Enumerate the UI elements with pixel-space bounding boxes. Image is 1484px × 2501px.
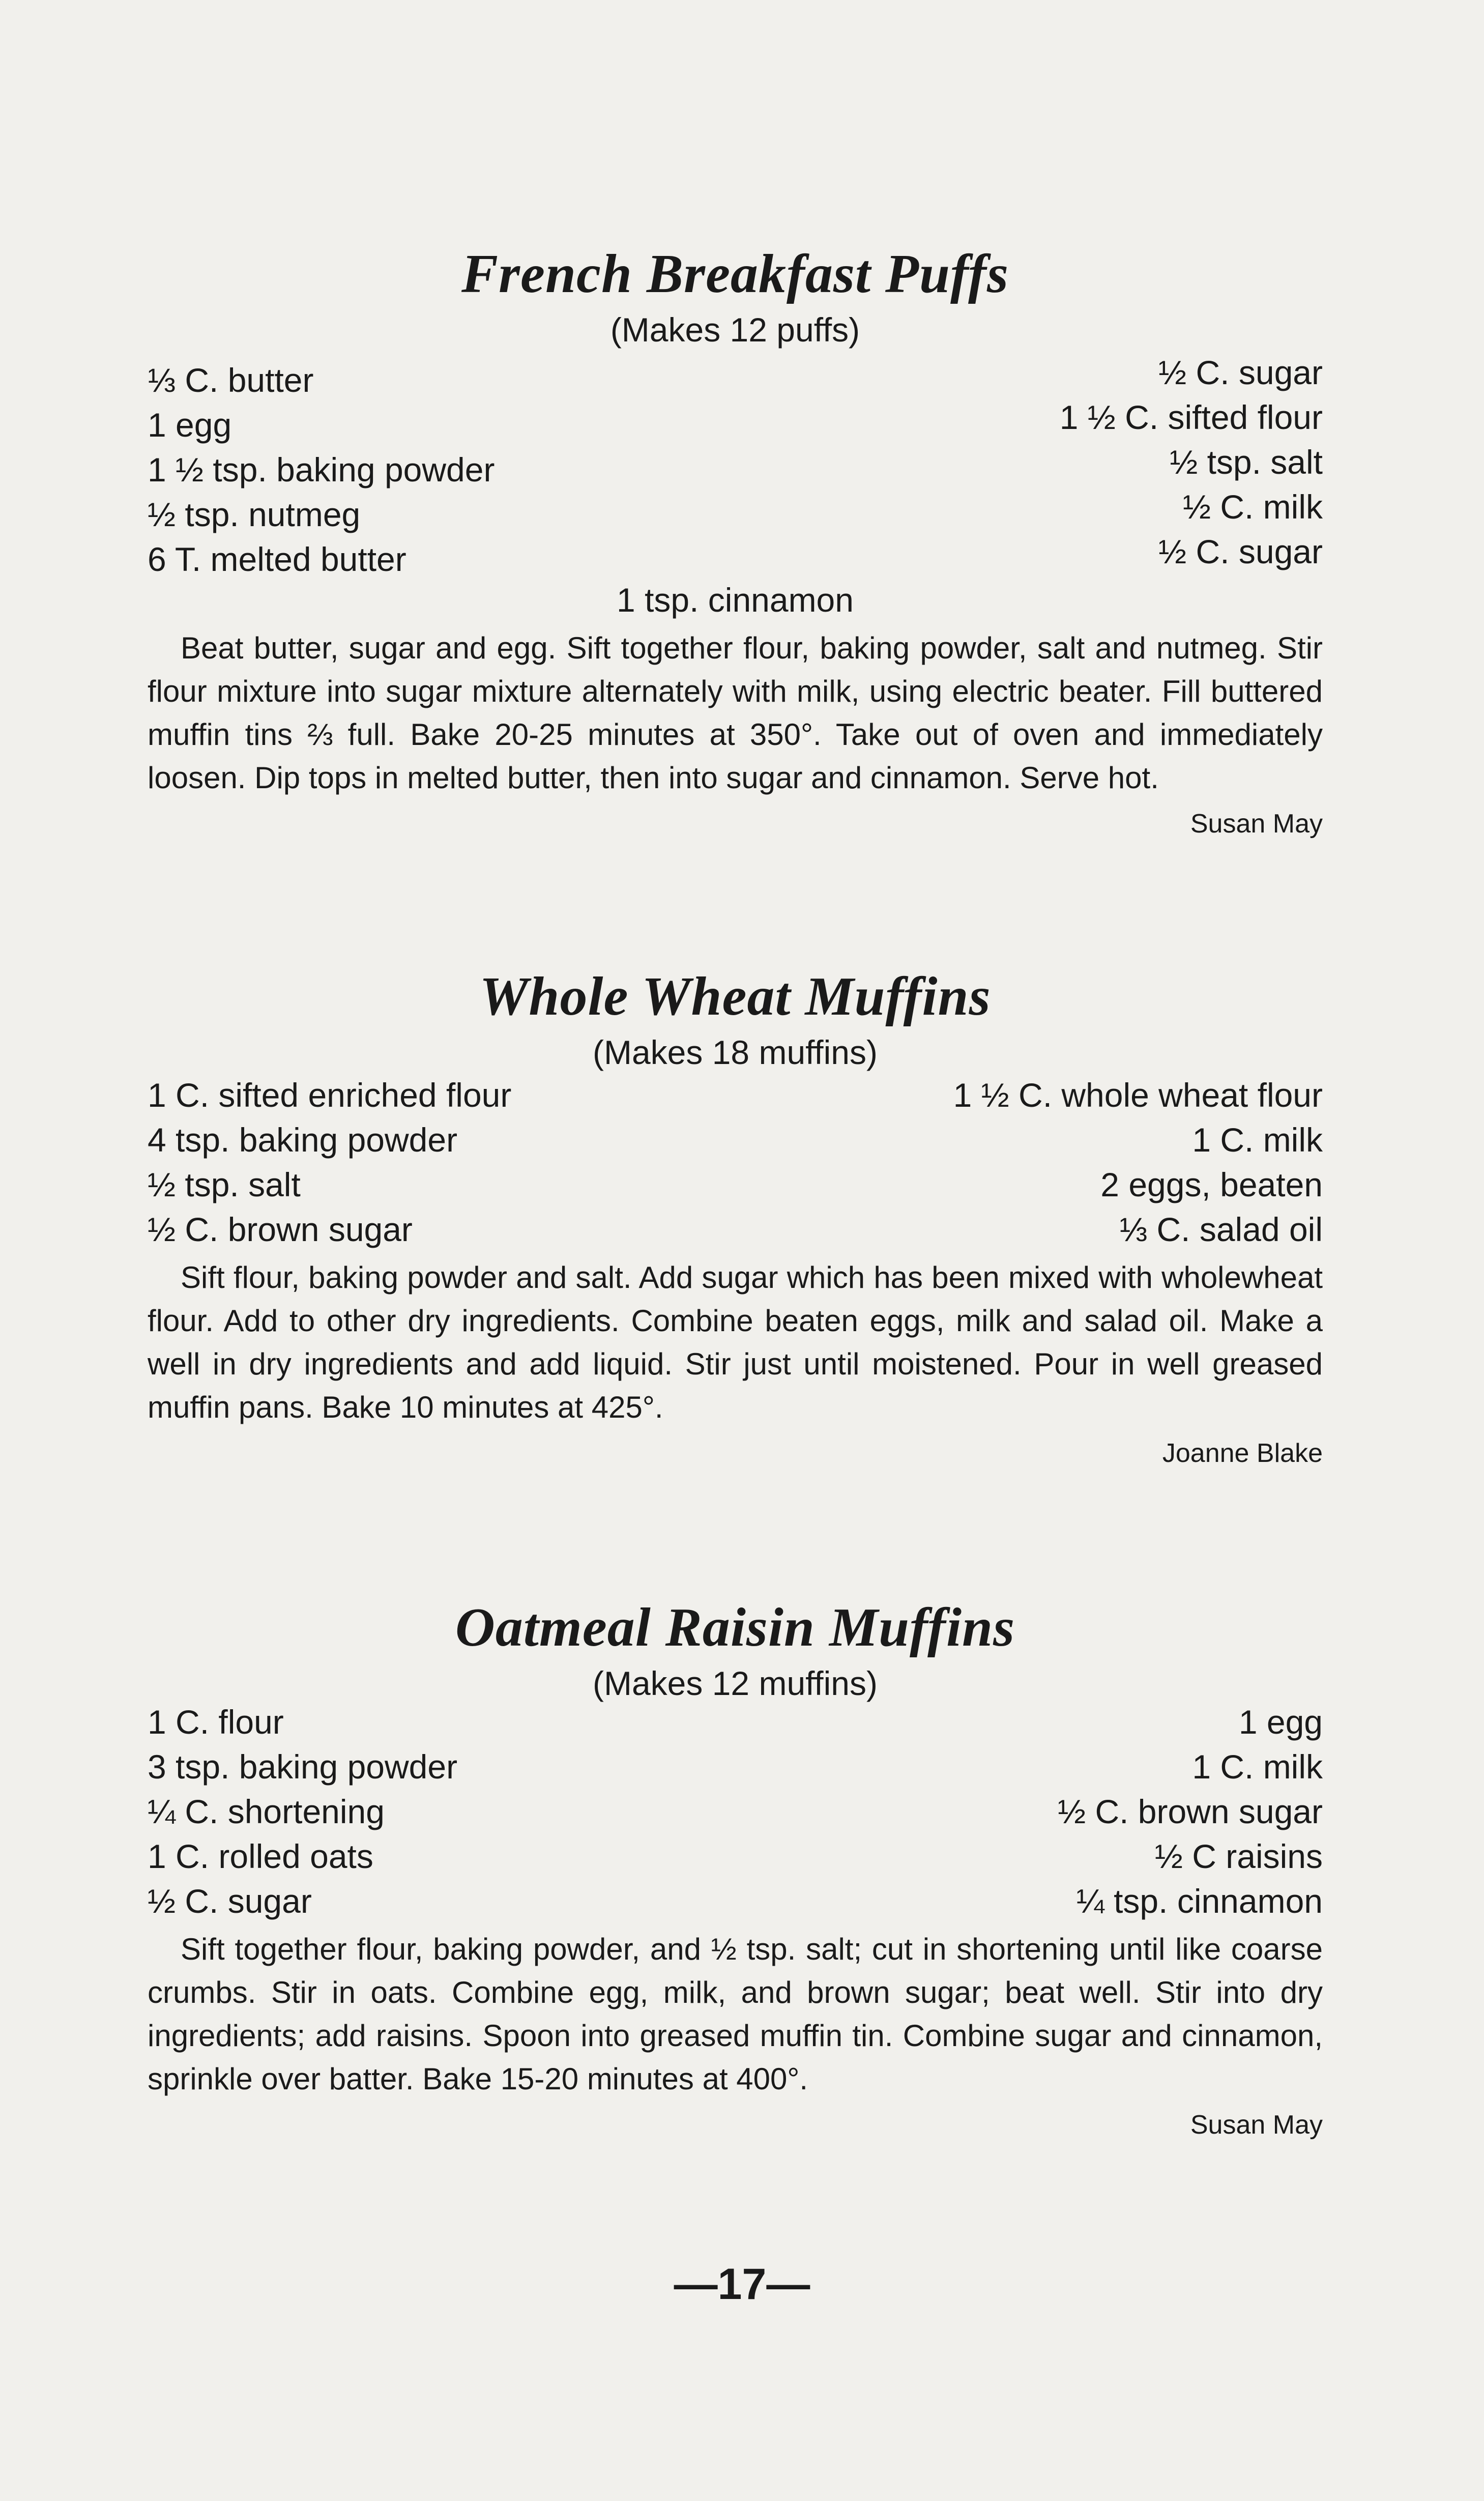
ingredient: ½ C. milk	[1182, 487, 1323, 526]
recipe-yield: (Makes 12 muffins)	[593, 1664, 878, 1702]
page-number: —17—	[674, 2260, 810, 2309]
recipe-author: Joanne Blake	[1162, 1438, 1323, 1468]
ingredients-left-column	[148, 358, 494, 582]
ingredient: 1 egg	[148, 406, 232, 444]
recipe-french-breakfast-puffs	[148, 244, 1323, 839]
recipe-method: Beat butter, sugar and egg. Sift together flour, baking powder, salt and nutmeg. Stir flour mixture into sugar mixture alternately with milk, using electric beater. Fill buttered muffin tins ⅔ full. Bake 20-25 minutes at 350°. Take out of oven and immediately loosen. Dip tops in melted butter, then into sugar and cinnamon. Serve hot.	[148, 630, 1323, 795]
recipe-author: Susan May	[1190, 809, 1323, 839]
ingredients-right-column	[1060, 350, 1323, 582]
ingredients-left-column	[148, 1073, 511, 1252]
ingredient: 1 C. flour	[148, 1703, 284, 1741]
ingredient: ½ C. brown sugar	[148, 1210, 413, 1248]
ingredient: 6 T. melted butter	[148, 540, 406, 578]
ingredient-list	[148, 350, 1323, 582]
ingredient: 1 C. milk	[1192, 1120, 1323, 1159]
recipe-yield: (Makes 12 puffs)	[610, 310, 860, 349]
ingredient-centered: 1 tsp. cinnamon	[617, 581, 854, 619]
recipe-yield: (Makes 18 muffins)	[593, 1033, 878, 1071]
ingredient: ½ tsp. nutmeg	[148, 495, 361, 533]
ingredient: 1 C. rolled oats	[148, 1837, 373, 1875]
recipe-title: French Breakfast Puffs	[461, 244, 1009, 304]
recipe-title: Oatmeal Raisin Muffins	[455, 1597, 1015, 1658]
recipe-oatmeal-raisin-muffins	[148, 1598, 1323, 2140]
ingredient: 1 ½ C. whole wheat flour	[953, 1076, 1323, 1114]
recipe-whole-wheat-muffins	[148, 967, 1323, 1469]
ingredient: ½ tsp. salt	[1170, 443, 1323, 481]
recipe-title: Whole Wheat Muffins	[479, 966, 991, 1027]
ingredient-list	[148, 1704, 1323, 1923]
ingredient: ½ C. brown sugar	[1058, 1792, 1323, 1830]
ingredient-list	[148, 1073, 1323, 1252]
ingredient: ½ C. sugar	[1158, 353, 1323, 391]
ingredients-right-column	[1058, 1700, 1323, 1923]
ingredient: 1 ½ C. sifted flour	[1059, 398, 1323, 436]
recipe-author: Susan May	[1190, 2110, 1323, 2140]
ingredient: 1 C. sifted enriched flour	[148, 1076, 512, 1114]
ingredient: 1 ½ tsp. baking powder	[148, 450, 495, 488]
ingredient: 2 eggs, beaten	[1100, 1165, 1323, 1203]
ingredients-right-column	[953, 1073, 1323, 1252]
ingredient: ⅓ C. butter	[148, 361, 314, 399]
ingredient: 4 tsp. baking powder	[148, 1120, 458, 1159]
recipe-method: Sift flour, baking powder and salt. Add sugar which has been mixed with wholewheat flour. Add to other dry ingredients. Combine beaten eggs, milk and salad oil. Make a well in dry ingredients and add liquid. Stir just until moistened. Pour in well greased muffin pans. Bake 10 minutes at 425°.	[148, 1260, 1323, 1424]
ingredient: ¼ tsp. cinnamon	[1076, 1882, 1323, 1920]
ingredient: 1 C. milk	[1192, 1747, 1323, 1786]
ingredient: ¼ C. shortening	[148, 1792, 385, 1830]
ingredient: ½ C raisins	[1154, 1837, 1323, 1875]
ingredient: ½ C. sugar	[1158, 532, 1323, 570]
ingredient: ⅓ C. salad oil	[1119, 1210, 1323, 1248]
ingredient: ½ C. sugar	[148, 1882, 312, 1920]
ingredients-left-column	[148, 1700, 457, 1923]
ingredient: 3 tsp. baking powder	[148, 1747, 458, 1786]
ingredient: ½ tsp. salt	[148, 1165, 301, 1203]
ingredient: 1 egg	[1238, 1703, 1323, 1741]
recipe-method: Sift together flour, baking powder, and ½ tsp. salt; cut in shortening until like coarse crumbs. Stir in oats. Combine egg, milk, and brown sugar; beat well. Stir into dry ingredients; add raisins. Spoon into greased muffin tin. Combine sugar and cinnamon, sprinkle over batter. Bake 15-20 minutes at 400°.	[148, 1932, 1323, 2096]
